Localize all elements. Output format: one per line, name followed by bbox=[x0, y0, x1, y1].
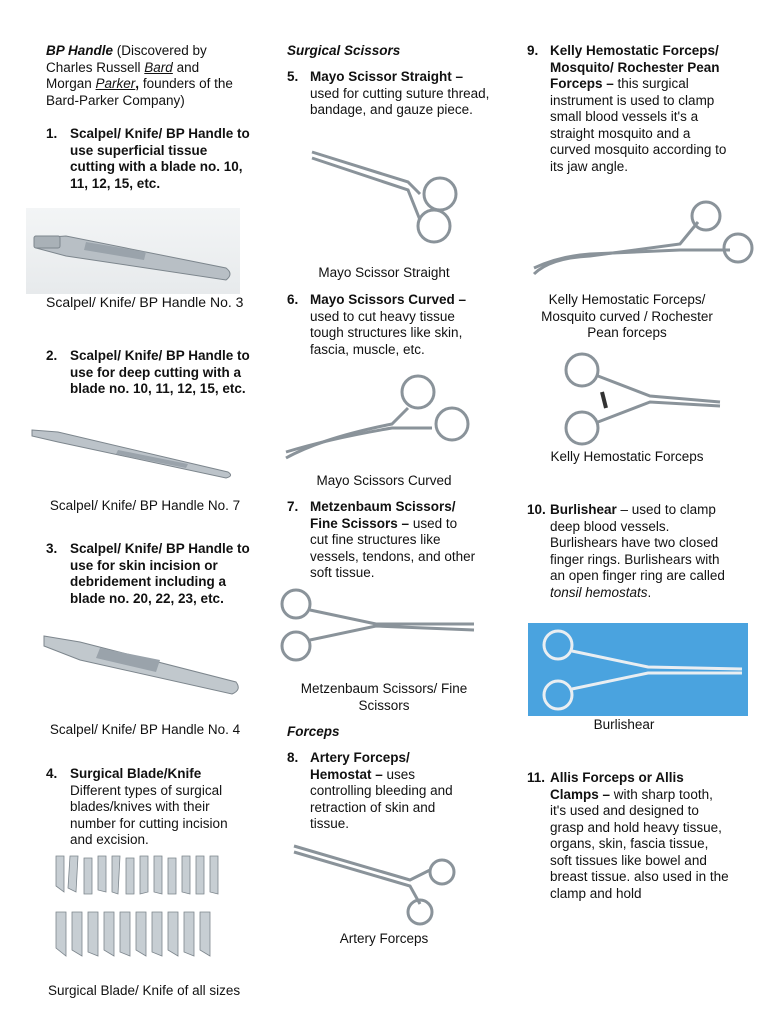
caption-metzenbaum: Metzenbaum Scissors/ Fine Scissors bbox=[300, 681, 468, 713]
bp-handle-intro bbox=[46, 43, 246, 109]
item-11-desc: with sharp tooth, it's used and designed to grasp and hold heavy tissue, organs, skin, fascia tissue, soft tissues like bowel and breast tissue. also used in the clamp and hold bbox=[550, 786, 729, 901]
item-2-number: 2. bbox=[46, 348, 58, 363]
name-parker: Parker bbox=[95, 76, 136, 91]
caption-mayo-straight: Mayo Scissor Straight bbox=[318, 265, 450, 280]
artery-forceps-image bbox=[290, 840, 466, 924]
scalpel-handle-3-svg bbox=[26, 208, 240, 294]
item-5-number: 5. bbox=[287, 69, 299, 84]
intro-comma: , bbox=[135, 76, 140, 91]
item-9-desc: this surgical instrument is used to clamp small blood vessels it's a straight mosquito and a curved mosquito according to its jaw angle. bbox=[550, 76, 727, 174]
item-6-number: 6. bbox=[287, 292, 299, 307]
item-8-number: 8. bbox=[287, 750, 299, 765]
item-10-number: 10. bbox=[527, 502, 546, 517]
intro-text: (Discovered by Charles Russell bbox=[46, 43, 207, 75]
item-7-number: 7. bbox=[287, 499, 299, 514]
caption-scalpel-handle-7: Scalpel/ Knife/ BP Handle No. 7 bbox=[49, 498, 241, 513]
item-11-text bbox=[550, 770, 730, 902]
item-5-text bbox=[310, 69, 490, 119]
heading-surgical-scissors: Surgical Scissors bbox=[287, 43, 401, 58]
bp-handle-title: BP Handle bbox=[46, 43, 114, 58]
item-4-number: 4. bbox=[46, 766, 58, 781]
heading-forceps: Forceps bbox=[287, 724, 340, 739]
caption-kelly-curved: Kelly Hemostatic Forceps/ Mosquito curved / Rochester Pean forceps bbox=[541, 292, 713, 340]
item-5-desc: used for cutting suture thread, bandage, and gauze piece. bbox=[310, 85, 490, 117]
item-8-text bbox=[310, 750, 470, 833]
caption-burlishear: Burlishear bbox=[593, 717, 655, 732]
item-9-title: Kelly Hemostatic Forceps/ Mosquito/ Rochester Pean Forceps – bbox=[550, 43, 720, 91]
item-1-number: 1. bbox=[46, 126, 58, 141]
item-6-title: Mayo Scissors Curved – bbox=[310, 292, 467, 307]
caption-kelly-straight: Kelly Hemostatic Forceps bbox=[550, 449, 704, 464]
item-10-text bbox=[550, 502, 730, 601]
scalpel-handle-7-image bbox=[28, 420, 238, 480]
item-9-number: 9. bbox=[527, 43, 539, 58]
item-6-text bbox=[310, 292, 490, 358]
item-7-text bbox=[310, 499, 476, 582]
caption-mayo-curved: Mayo Scissors Curved bbox=[316, 473, 452, 488]
item-11-number: 11. bbox=[527, 770, 546, 785]
item-2-text: Scalpel/ Knife/ BP Handle to use for deep cutting with a blade no. 10, 11, 12, 15, etc. bbox=[70, 348, 250, 396]
caption-scalpel-handle-4: Scalpel/ Knife/ BP Handle No. 4 bbox=[49, 722, 241, 737]
surgical-blades-image bbox=[52, 852, 228, 962]
item-3-number: 3. bbox=[46, 541, 58, 556]
item-7-desc: used to cut fine structures like vessels, tendons, and other soft tissue. bbox=[310, 515, 476, 580]
scalpel-handle-4-image bbox=[40, 630, 244, 700]
item-8-title: Artery Forceps/ Hemostat – bbox=[310, 750, 410, 782]
item-7-title: Metzenbaum Scissors/ Fine Scissors – bbox=[310, 499, 456, 531]
item-4-title: Surgical Blade/Knife bbox=[70, 766, 202, 781]
mayo-scissor-straight-image bbox=[308, 146, 468, 246]
item-8-desc: uses controlling bleeding and retraction of skin and tissue. bbox=[310, 766, 453, 831]
caption-scalpel-handle-3: Scalpel/ Knife/ BP Handle No. 3 bbox=[46, 294, 244, 310]
scalpel-handle-3-image bbox=[26, 208, 240, 294]
item-4-text bbox=[70, 766, 250, 849]
item-10-period: . bbox=[647, 584, 652, 600]
item-10-desc: – used to clamp deep blood vessels. Burlishears have two closed finger rings. Burlishears with an open finger ring are called bbox=[550, 502, 725, 583]
burlishear-svg bbox=[528, 623, 748, 716]
mayo-scissors-curved-image bbox=[282, 368, 482, 468]
caption-artery-forceps: Artery Forceps bbox=[339, 931, 429, 946]
item-4-desc: Different types of surgical blades/knives with their number for cutting incision and excision. bbox=[70, 782, 228, 847]
intro-text-3: founders of the Bard-Parker Company) bbox=[46, 76, 233, 108]
item-10-title: Burlishear bbox=[550, 502, 617, 517]
item-6-desc: used to cut heavy tissue tough structures like skin, fascia, muscle, etc. bbox=[310, 308, 463, 357]
metzenbaum-scissors-image bbox=[276, 584, 476, 666]
intro-text-2: and Morgan bbox=[46, 59, 200, 91]
item-9-text bbox=[550, 43, 730, 175]
burlishear-image bbox=[528, 623, 748, 716]
kelly-forceps-straight-image bbox=[560, 350, 722, 446]
item-5-title: Mayo Scissor Straight – bbox=[310, 69, 464, 84]
caption-surgical-blades: Surgical Blade/ Knife of all sizes bbox=[48, 983, 241, 998]
kelly-forceps-curved-image bbox=[530, 198, 744, 280]
item-10-tonsil: tonsil hemostats bbox=[550, 584, 648, 600]
name-bard: Bard bbox=[144, 59, 173, 75]
item-1-text: Scalpel/ Knife/ BP Handle to use superficial tissue cutting with a blade no. 10, 11, 12, 15, etc. bbox=[70, 126, 250, 191]
item-11-title: Allis Forceps or Allis Clamps – bbox=[550, 770, 684, 802]
item-3-text: Scalpel/ Knife/ BP Handle to use for skin incision or debridement including a blade no. 20, 22, 23, etc. bbox=[70, 541, 250, 606]
